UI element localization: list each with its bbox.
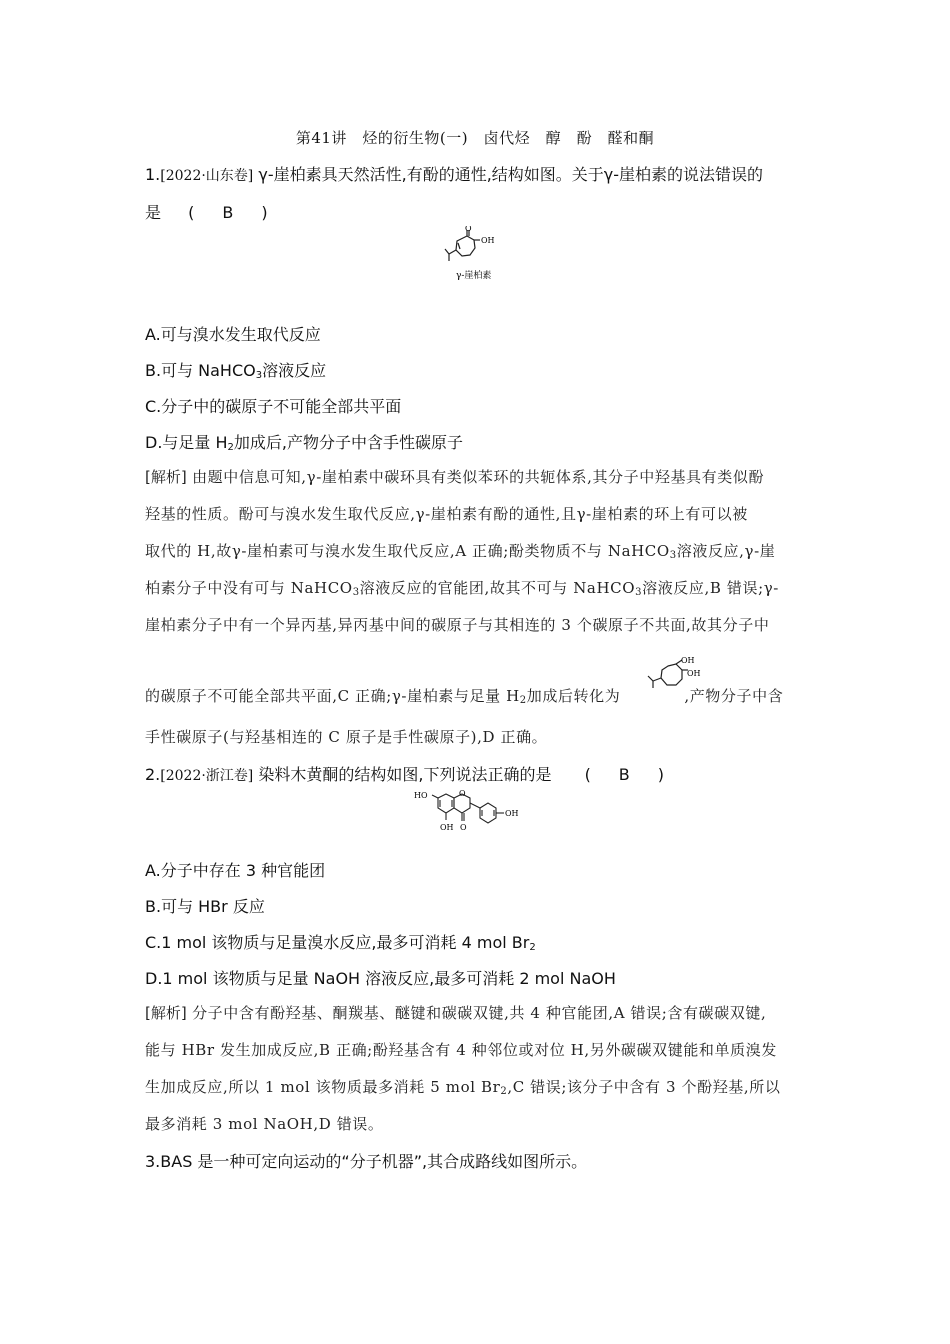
q1-analysis-sub4b: 3 — [635, 587, 643, 598]
q1-option-a: A.可与溴水发生取代反应 — [145, 325, 321, 344]
q1-source: [2022·山东卷] — [160, 168, 254, 184]
q1-analysis-sub4: 3 — [352, 587, 360, 598]
q1-analysis-sub3: 3 — [669, 550, 677, 561]
q1-answer: ( B ) — [188, 203, 274, 222]
q2-analysis-text3b: ,C 错误;该分子中含有 3 个酚羟基,所以 — [507, 1078, 781, 1096]
q1-number: 1. — [145, 165, 161, 184]
q1-fig-caption: γ-崖柏素 — [456, 271, 492, 281]
q2-fig-ring-o-label: O — [459, 789, 466, 798]
q2-fig-oh-bottom-label: OH — [440, 823, 454, 832]
q1-analysis-sub6: 2 — [519, 695, 527, 706]
q1-analysis-line1 — [145, 466, 810, 487]
q2-analysis-line2: 能与 HBr 发生加成反应,B 正确;酚羟基含有 4 种邻位或对位 H,另外碳碳双键能和单质溴发 — [145, 1041, 777, 1059]
q1-option-b — [145, 358, 810, 381]
q1-option-d-text2: 加成后,产物分子中含手性碳原子 — [233, 433, 463, 452]
q2-answer: ( B ) — [584, 765, 671, 784]
q1-stem-text: γ-崖柏素具天然活性,有酚的通性,结构如图。关于γ-崖柏素的说法错误的 — [253, 165, 764, 184]
q2-analysis-tag: [解析] — [145, 1004, 187, 1022]
q1-analysis-text1: 由题中信息可知,γ-崖柏素中碳环具有类似苯环的共轭体系,其分子中羟基具有类似酚 — [186, 468, 765, 486]
q1-analysis-text4c: 溶液反应,B 错误;γ- — [642, 579, 779, 597]
q2-stem — [145, 762, 810, 785]
q1-analysis-text3: 取代的 H,故γ-崖柏素可与溴水发生取代反应,A 正确;酚类物质不与 NaHCO — [145, 542, 670, 560]
q1-option-b-text2: 溶液反应 — [262, 361, 327, 380]
q1-analysis-line2: 羟基的性质。酚可与溴水发生取代反应,γ-崖柏素有酚的通性,且γ-崖柏素的环上有可以被 — [145, 505, 748, 523]
q1-analysis-text4b: 溶液反应的官能团,故其不可与 NaHCO — [359, 579, 636, 597]
q2-analysis-sub3: 2 — [500, 1086, 508, 1097]
q1-analysis-text3b: 溶液反应,γ-崖 — [676, 542, 776, 560]
q2-analysis-line1 — [145, 1002, 810, 1023]
q1-analysis-line5: 崖柏素分子中有一个异丙基,异丙基中间的碳原子与其相连的 3 个碳原子不共面,故其分子中 — [145, 616, 770, 634]
q2-fig-ho-label: HO — [414, 791, 428, 800]
q2-option-c — [145, 930, 810, 953]
q1-fig-o-label: O — [465, 226, 472, 233]
q1-product-oh-right: OH — [687, 669, 701, 678]
q1-option-c: C.分子中的碳原子不可能全部共平面 — [145, 397, 402, 416]
q2-analysis-line3 — [145, 1076, 810, 1097]
q1-product-structure — [640, 654, 706, 700]
q1-analysis-line6 — [145, 685, 810, 706]
q1-stem-line1 — [145, 162, 810, 185]
q1-stem-line2 — [145, 200, 810, 223]
q3-stem: 3.BAS 是一种可定向运动的“分子机器”,其合成路线如图所示。 — [145, 1152, 588, 1171]
q2-source: [2022·浙江卷] — [160, 768, 254, 784]
q1-option-d-text: D.与足量 H — [145, 433, 228, 452]
q1-option-d-sub: 2 — [227, 442, 234, 453]
q1-option-d — [145, 430, 810, 453]
q2-number: 2. — [145, 765, 161, 784]
q2-option-c-text: C.1 mol 该物质与足量溴水反应,最多可消耗 4 mol Br — [145, 933, 530, 952]
q1-analysis-text4: 柏素分子中没有可与 NaHCO — [145, 579, 353, 597]
q2-analysis-text3: 生加成反应,所以 1 mol 该物质最多消耗 5 mol Br — [145, 1078, 501, 1096]
q2-fig-oh-right-label: OH — [505, 809, 519, 818]
q2-option-b: B.可与 HBr 反应 — [145, 897, 265, 916]
q2-stem-text: 染料木黄酮的结构如图,下列说法正确的是 — [253, 765, 552, 784]
q1-analysis-line7: 手性碳原子(与羟基相连的 C 原子是手性碳原子),D 正确。 — [145, 728, 548, 746]
q1-fig-oh-label: OH — [481, 236, 495, 245]
q1-analysis-tag: [解析] — [145, 468, 187, 486]
q1-option-b-text: B.可与 NaHCO — [145, 361, 256, 380]
lesson-title: 第41讲 烃的衍生物(一) 卤代烃 醇 酚 醛和酮 — [295, 129, 655, 147]
q2-analysis-text1: 分子中含有酚羟基、酮羰基、醚键和碳碳双键,共 4 种官能团,A 错误;含有碳碳双键, — [186, 1004, 767, 1022]
q2-structure-figure — [408, 786, 540, 842]
q2-fig-carbonyl-o-label: O — [460, 823, 467, 832]
q1-analysis-text6c: ,产物分子中含 — [684, 687, 784, 705]
q1-analysis-line3 — [145, 540, 810, 561]
q1-structure-figure — [438, 226, 512, 286]
q1-option-b-sub: 3 — [255, 370, 263, 381]
q1-analysis-text6: 的碳原子不可能全部共平面,C 正确;γ-崖柏素与足量 H — [145, 687, 520, 705]
q2-analysis-line4: 最多消耗 3 mol NaOH,D 错误。 — [145, 1115, 384, 1133]
q2-option-a: A.分子中存在 3 种官能团 — [145, 861, 326, 880]
q1-analysis-text6b: 加成后转化为 — [526, 687, 621, 705]
q2-option-d: D.1 mol 该物质与足量 NaOH 溶液反应,最多可消耗 2 mol NaOH — [145, 969, 616, 988]
q1-product-oh-top: OH — [681, 656, 695, 665]
q1-analysis-line4 — [145, 577, 810, 598]
q1-stem-end: 是 — [145, 203, 162, 222]
q2-option-c-sub: 2 — [529, 942, 536, 953]
